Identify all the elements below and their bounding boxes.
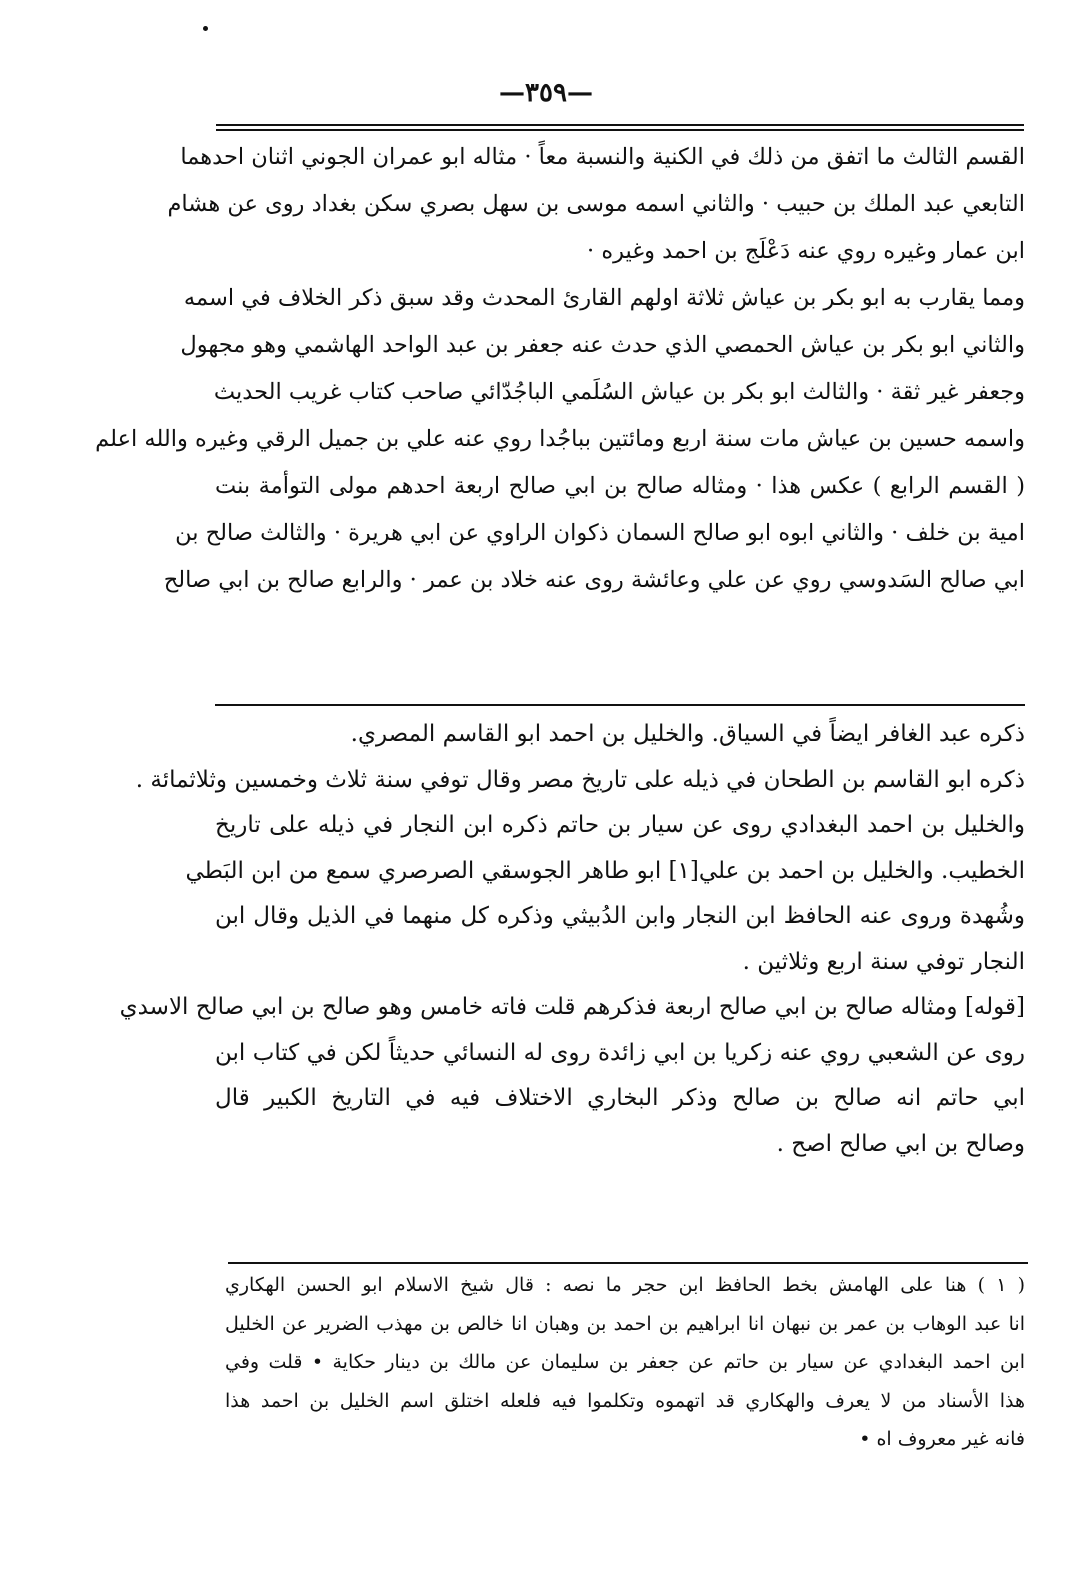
- footnote-line: ( ١ ) هنا على الهامش بخط الحافظ ابن حجر ما نصه : قال شيخ الاسلام ابو الحسن الهكاري: [225, 1274, 1025, 1296]
- text-line: التابعي عبد الملك بن حبيب · والثاني اسمه موسى بن سهل بصري سكن بغداد روى عن هشام: [167, 191, 1025, 217]
- footnote-line: فانه غير معروف اه •: [859, 1428, 1025, 1450]
- scan-dot: [203, 26, 208, 31]
- text-line: القسم الثالث ما اتفق من ذلك في الكنية والنسبة معاً · مثاله ابو عمران الجوني اثنان احدهما: [180, 144, 1025, 170]
- commentary-line: ذكره عبد الغافر ايضاً في السياق. والخليل بن احمد ابو القاسم المصري.: [350, 721, 1025, 747]
- commentary-line: ذكره ابو القاسم بن الطحان في ذيله على تاريخ مصر وقال توفي سنة ثلاث وخمسين وثلاثمائة .: [135, 766, 1025, 793]
- commentary-line: ابي حاتم انه صالح بن صالح وذكر البخاري الاختلاف فيه في التاريخ الكبير قال: [215, 1085, 1025, 1111]
- commentary-line: النجار توفي سنة اربع وثلاثين .: [742, 948, 1025, 975]
- text-line: ( القسم الرابع ) عكس هذا · ومثاله صالح بن ابي صالح اربعة احدهم مولى التوأمة بنت: [215, 473, 1025, 499]
- footnote-line: هذا الأسناد من لا يعرف والهكاري قد اتهموه وتكلموا فيه فلعله اختلق اسم الخليل بن احمد هذا: [225, 1389, 1025, 1412]
- section-divider: [215, 704, 1025, 706]
- commentary-line: روى عن الشعبي روي عنه زكريا بن ابي زائدة روى له النسائي حديثاً لكن في كتاب ابن: [215, 1039, 1025, 1066]
- text-line: والثاني ابو بكر بن عياش الحمصي الذي حدث عنه جعفر بن عبد الواحد الهاشمي وهو مجهول: [180, 332, 1025, 358]
- page-number: —٣٥٩—: [499, 78, 593, 108]
- main-text-block: [95, 134, 1025, 604]
- footnote-block: [225, 1266, 1025, 1459]
- text-line: واسمه حسين بن عياش مات سنة اربع ومائتين بباجُدا روي عنه علي بن جميل الرقي وغيره والله اعلم: [95, 426, 1025, 452]
- commentary-line: وصالح بن ابي صالح اصح .: [776, 1130, 1025, 1157]
- commentary-line: والخليل بن احمد البغدادي روى عن سيار بن حاتم ذكره ابن النجار في ذيله على تاريخ: [215, 812, 1025, 838]
- text-line: وجعفر غير ثقة · والثالث ابو بكر بن عياش السُلَمي الباجُدّائي صاحب كتاب غريب الحديث: [213, 379, 1025, 405]
- footnote-line: انا عبد الوهاب بن عمر بن نبهان انا ابراهيم بن احمد بن وهبان انا خالص بن مهذب الضرير عن الخليل: [225, 1312, 1025, 1335]
- text-line: ابن عمار وغيره روي عنه دَعْلَج بن احمد وغيره ·: [587, 238, 1025, 264]
- footnote-rule: [228, 1262, 1028, 1264]
- header-double-rule: [216, 124, 1024, 134]
- text-line: ومما يقارب به ابو بكر بن عياش ثلاثة اولهم القارئ المحدث وقد سبق ذكر الخلاف في اسمه: [183, 285, 1025, 311]
- text-line: امية بن خلف · والثاني ابوه ابو صالح السمان ذكوان الراوي عن ابي هريرة · والثالث صالح بن: [175, 520, 1025, 546]
- commentary-line: وشُهدة وروى عنه الحافظ ابن النجار وابن الدُبيثي وذكره كل منهما في الذيل وقال ابن: [215, 903, 1025, 929]
- commentary-block: [119, 712, 1025, 1167]
- commentary-line: [قوله] ومثاله صالح بن ابي صالح اربعة فذكرهم قلت فاته خامس وهو صالح بن ابي صالح الاسدي: [119, 994, 1025, 1020]
- footnote-line: ابن احمد البغدادي عن سيار بن حاتم عن جعفر بن سليمان عن مالك بن دينار حكاية • قلت وفي: [225, 1351, 1025, 1373]
- text-line: ابي صالح السَدوسي روي عن علي وعائشة روى عنه خلاد بن عمر · والرابع صالح بن ابي صالح: [163, 567, 1025, 593]
- commentary-line: الخطيب. والخليل بن احمد بن علي[١] ابو طاهر الجوسقي الصرصري سمع من ابن البَطي: [185, 857, 1025, 884]
